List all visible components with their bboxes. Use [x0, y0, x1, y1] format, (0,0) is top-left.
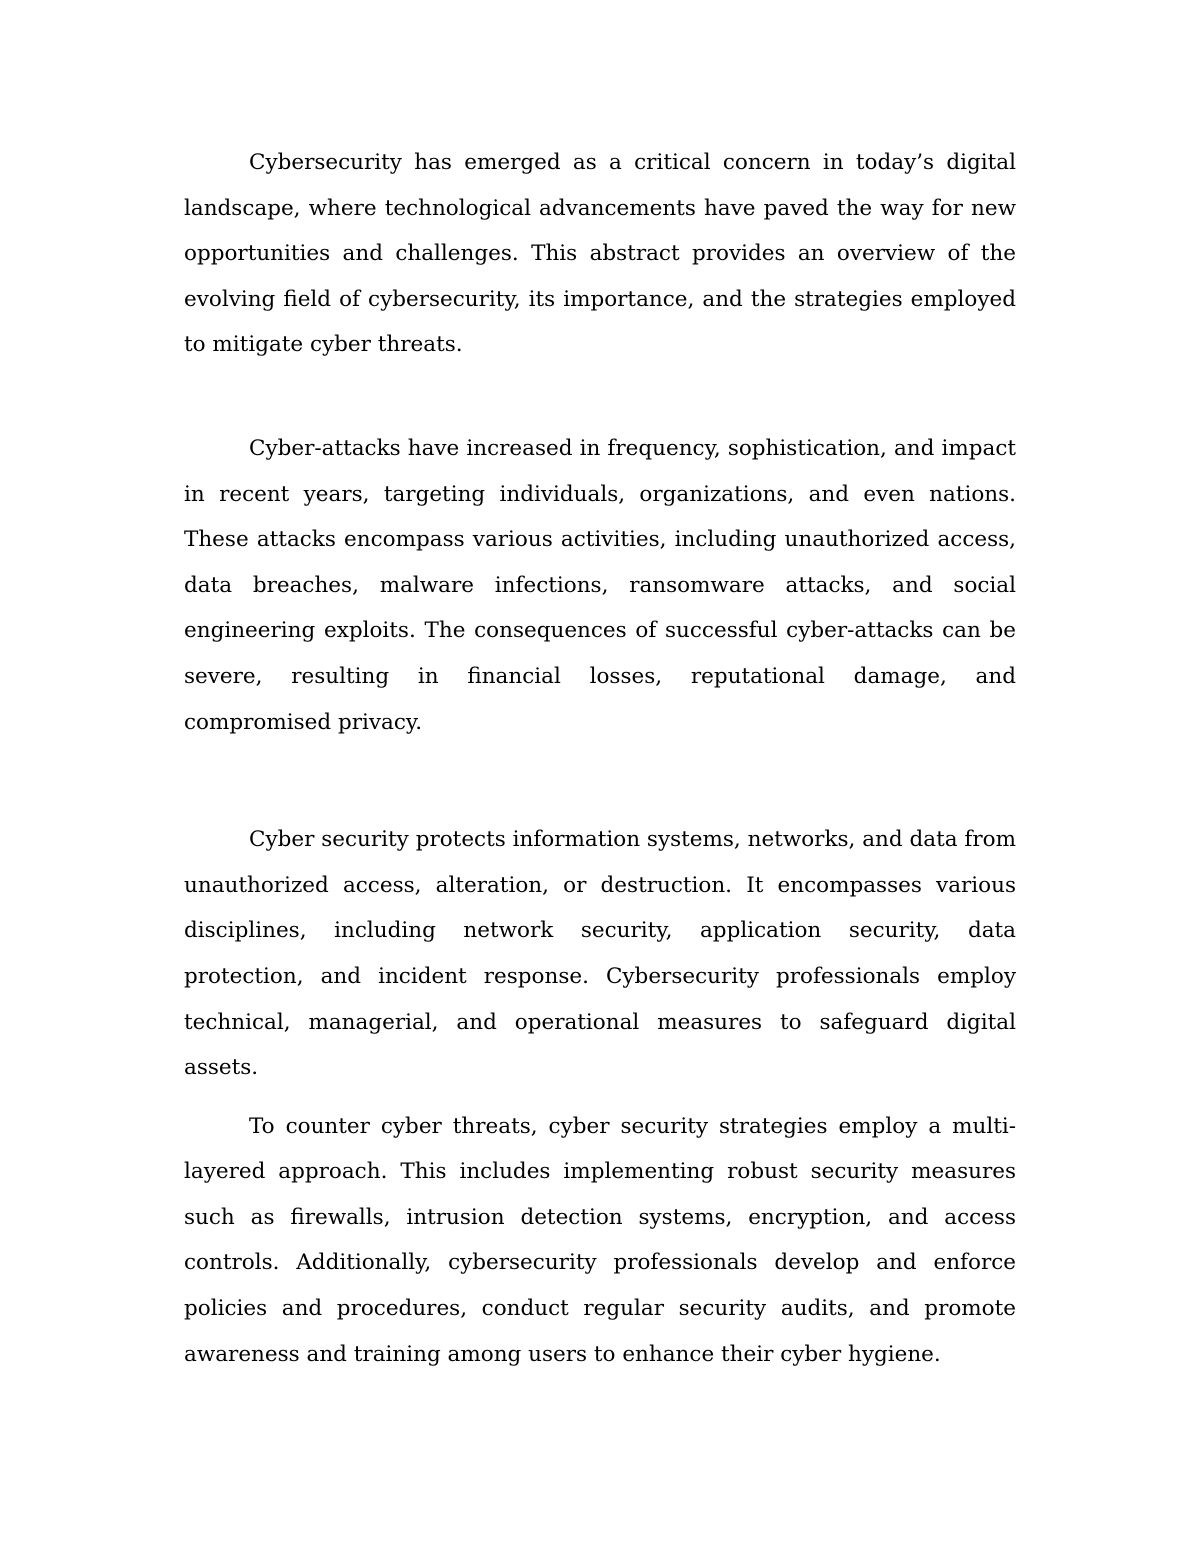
- paragraph-strategies: To counter cyber threats, cyber security strategies employ a multi-layered approach. This includes implementing robust security measures such as firewalls, intrusion detection systems, encryption, and access controls. Additionally, cybersecurity professionals develop and enforce policies and procedures, conduct regular security audits, and promote awareness and training among users to enhance their cyber hygiene.: [184, 1113, 1016, 1367]
- paragraph-cyber-security-definition: Cyber security protects information systems, networks, and data from unauthorized access, alteration, or destruction. It encompasses various disciplines, including network security, application security, data protection, and incident response. Cybersecurity professionals employ technical, managerial, and operational measures to safeguard digital assets.: [184, 827, 1016, 1081]
- paragraph-cyber-attacks: Cyber-attacks have increased in frequency, sophistication, and impact in recent years, targeting individuals, organizations, and even nations. These attacks encompass various activities, including unauthorized access, data breaches, malware infections, ransomware attacks, and social engineering exploits. The consequences of successful cyber-attacks can be severe, resulting in financial losses, reputational damage, and compromised privacy.: [184, 435, 1016, 735]
- paragraph-spacer: [184, 745, 1016, 817]
- paragraph-spacer: [184, 1091, 1016, 1104]
- document-body: [184, 140, 1016, 1377]
- paragraph-spacer: [184, 368, 1016, 426]
- paragraph-intro: Cybersecurity has emerged as a critical concern in today’s digital landscape, where technological advancements have paved the way for new opportunities and challenges. This abstract provides an overview of the evolving field of cybersecurity, its importance, and the strategies employed to mitigate cyber threats.: [184, 150, 1016, 358]
